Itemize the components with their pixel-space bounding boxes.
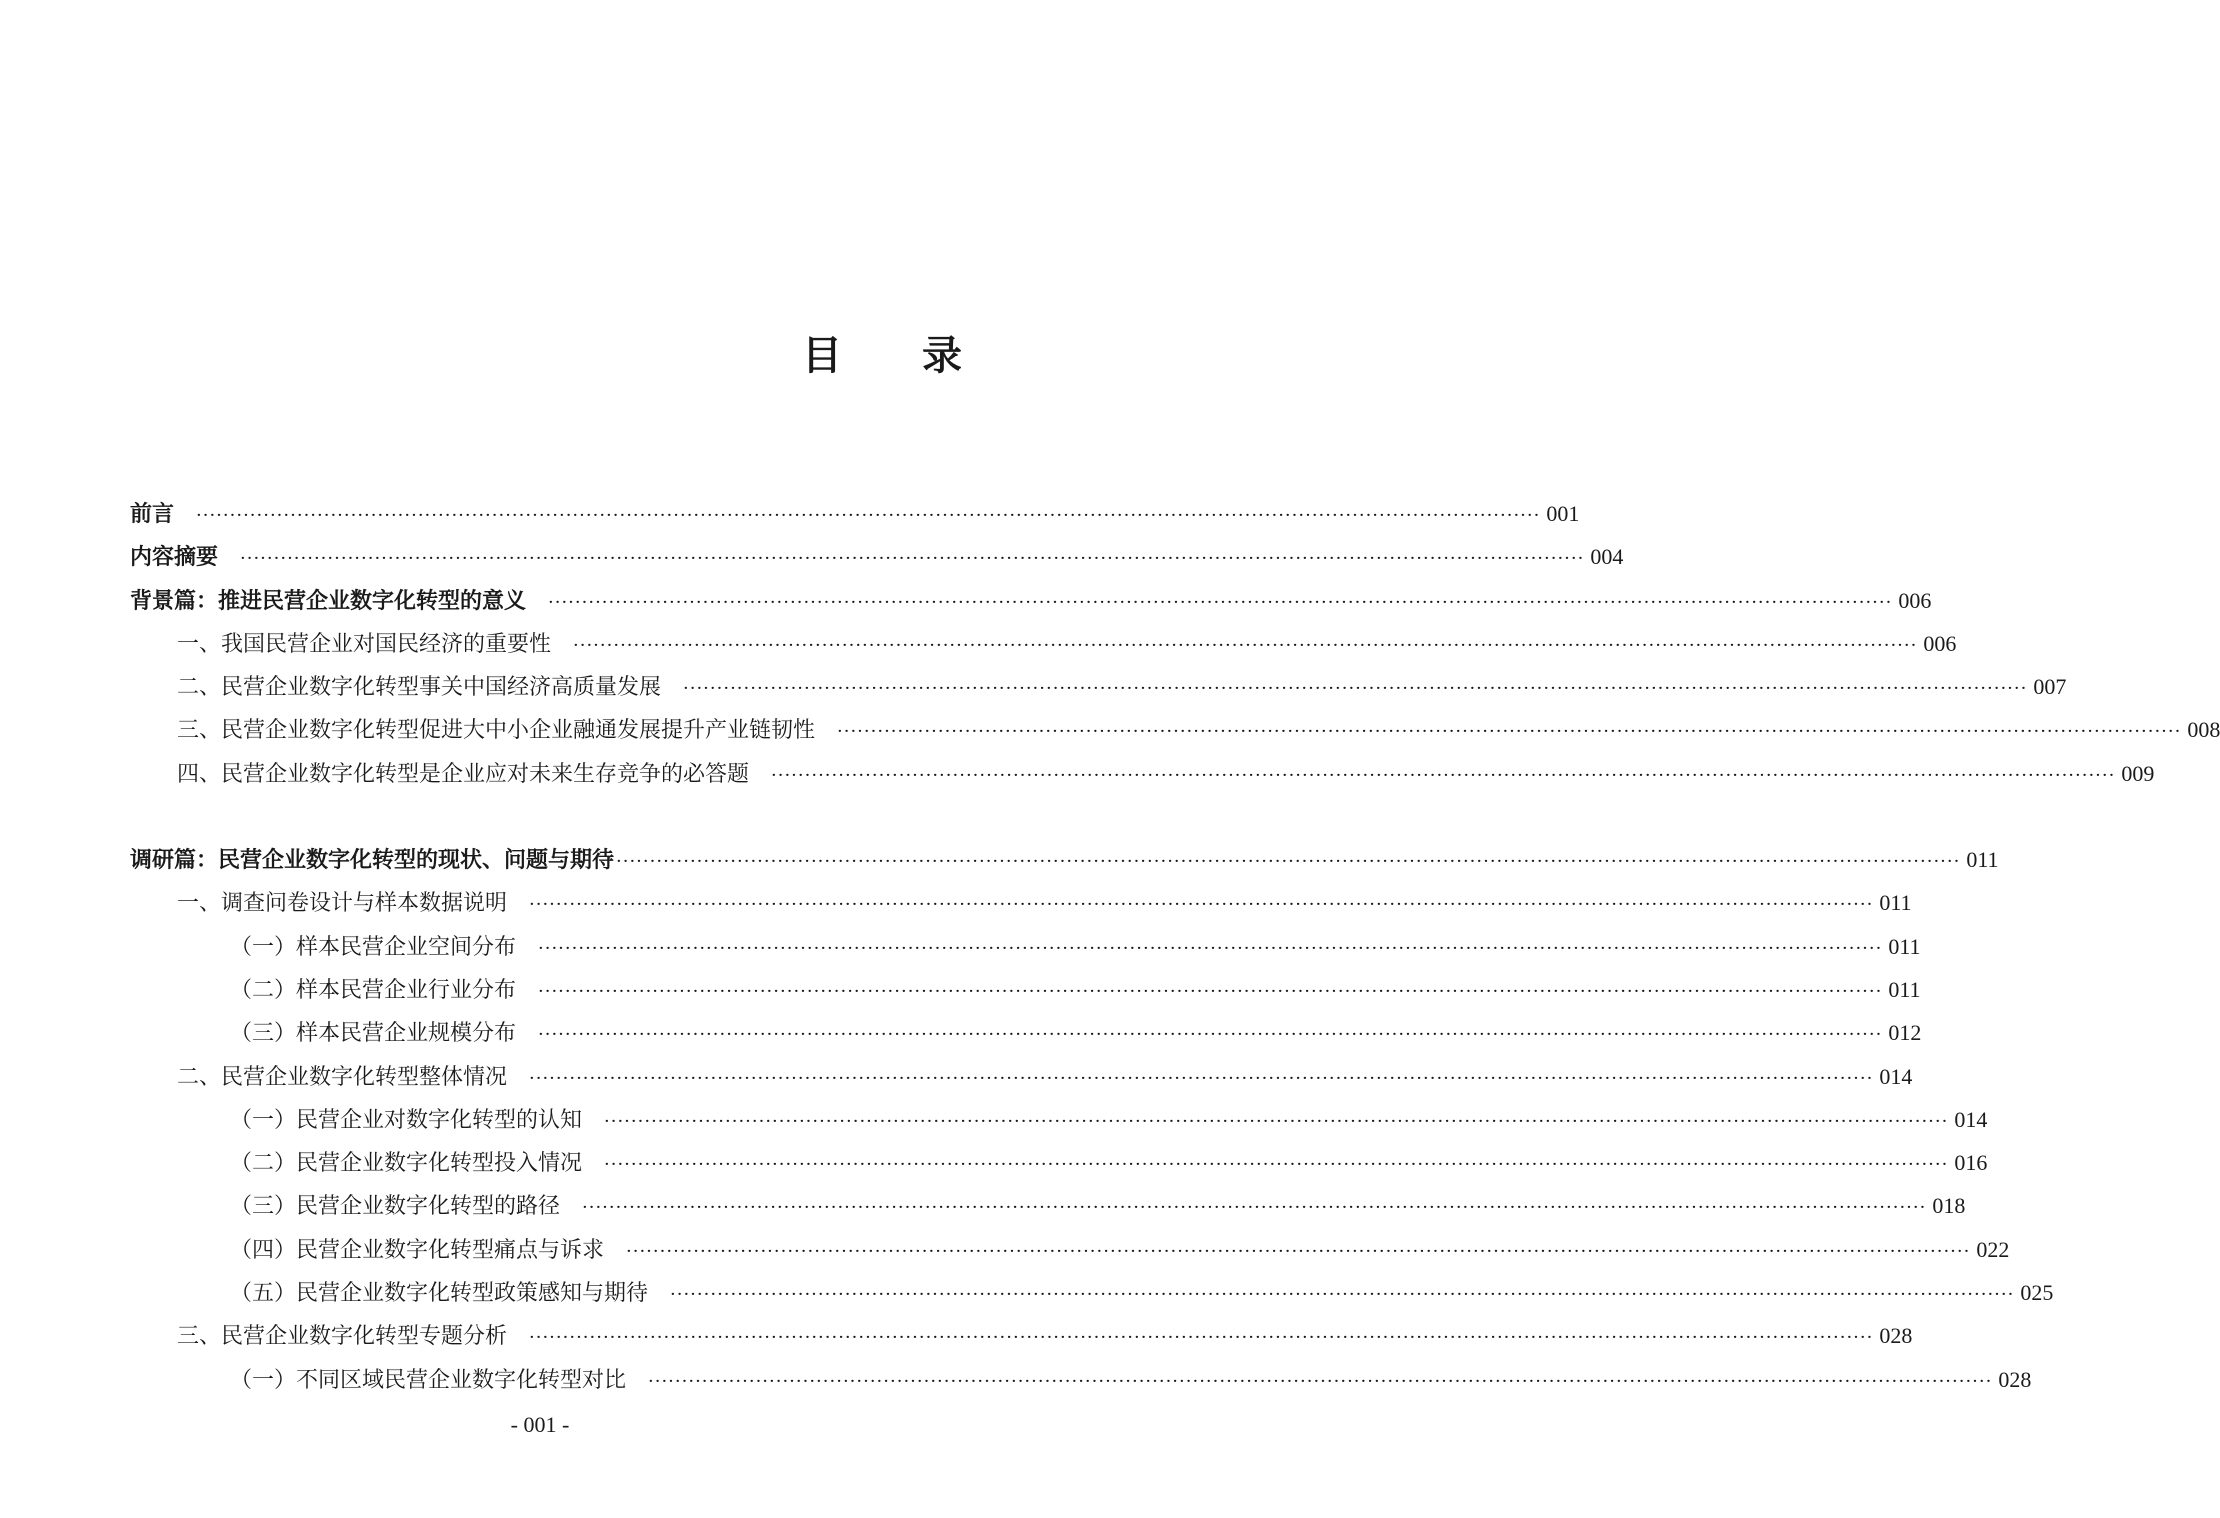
toc-entry[interactable] xyxy=(130,622,1957,665)
toc-entry-title: 一、我国民营企业对国民经济的重要性 xyxy=(177,631,552,657)
toc-entry-page: 011 xyxy=(1888,933,1921,959)
dot-leader: ········································································································································································································ xyxy=(529,1327,1874,1349)
toc-entry-page: 006 xyxy=(1898,587,1932,613)
toc-entry-page: 028 xyxy=(1998,1366,2032,1392)
dot-leader: ········································································································································································································ xyxy=(240,548,1585,570)
dot-leader: ········································································································································································································ xyxy=(538,937,1883,959)
toc-entry-title: 二、民营企业数字化转型整体情况 xyxy=(177,1064,508,1090)
toc-entry-page: 008 xyxy=(2187,717,2220,743)
dot-leader: ········································································································································································································ xyxy=(670,1284,2015,1306)
dot-leader: ········································································································································································································ xyxy=(582,1197,1927,1219)
toc-entry-page: 016 xyxy=(1954,1150,1988,1176)
dot-leader: ········································································································································································································ xyxy=(626,1240,1971,1262)
dot-leader: ········································································································································································································ xyxy=(548,591,1893,613)
toc-entry[interactable] xyxy=(130,1098,1988,1141)
toc-entry[interactable] xyxy=(130,1271,2054,1314)
toc-entry[interactable] xyxy=(130,1358,2032,1401)
toc-entry-title: 四、民营企业数字化转型是企业应对未来生存竞争的必答题 xyxy=(177,761,750,787)
toc-entry-page: 007 xyxy=(2033,674,2067,700)
toc-entry-title: （三）民营企业数字化转型的路径 xyxy=(230,1194,561,1220)
dot-leader: ········································································································································································································ xyxy=(529,1067,1874,1089)
toc-entry[interactable] xyxy=(130,838,1999,881)
table-of-contents xyxy=(130,492,2220,1401)
toc-entry-page: 004 xyxy=(1590,544,1624,570)
toc-entry-page: 012 xyxy=(1888,1020,1922,1046)
dot-leader: ········································································································································································································ xyxy=(604,1110,1949,1132)
toc-entry[interactable] xyxy=(130,665,2067,708)
toc-entry-page: 014 xyxy=(1879,1063,1913,1089)
toc-entry-title: （二）民营企业数字化转型投入情况 xyxy=(230,1151,583,1177)
dot-leader: ········································································································································································································ xyxy=(837,721,2182,743)
toc-entry-title: （三）样本民营企业规模分布 xyxy=(230,1021,517,1047)
toc-entry-title: 内容摘要 xyxy=(130,544,219,571)
toc-entry-page: 014 xyxy=(1954,1106,1988,1132)
toc-entry-page: 022 xyxy=(1976,1236,2010,1262)
toc-entry-title: （四）民营企业数字化转型痛点与诉求 xyxy=(230,1237,605,1263)
toc-entry[interactable] xyxy=(130,1314,1913,1357)
toc-entry-title: 前言 xyxy=(130,501,175,527)
dot-leader: ········································································································································································································ xyxy=(616,851,1961,873)
toc-entry[interactable] xyxy=(130,1141,1988,1184)
toc-heading: 目 录 xyxy=(802,332,962,379)
toc-entry-page: 025 xyxy=(2020,1280,2054,1306)
toc-entry-title: 二、民营企业数字化转型事关中国经济高质量发展 xyxy=(177,675,662,701)
toc-entry[interactable] xyxy=(130,1184,1966,1227)
toc-entry-title: 三、民营企业数字化转型专题分析 xyxy=(177,1324,508,1350)
toc-entry-title: （一）样本民营企业空间分布 xyxy=(230,934,517,960)
dot-leader: ········································································································································································································ xyxy=(529,894,1874,916)
toc-entry[interactable] xyxy=(130,1228,2010,1271)
toc-entry-page: 001 xyxy=(1546,501,1580,526)
toc-entry[interactable] xyxy=(130,752,2155,795)
toc-entry[interactable] xyxy=(130,535,1624,578)
dot-leader: ········································································································································································································ xyxy=(196,505,1541,526)
toc-entry-title: 背景篇：推进民营企业数字化转型的意义 xyxy=(130,587,527,614)
toc-entry[interactable] xyxy=(130,1055,1913,1098)
toc-entry[interactable] xyxy=(130,881,1912,924)
toc-entry[interactable] xyxy=(130,968,1921,1011)
toc-entry-page: 018 xyxy=(1932,1193,1966,1219)
toc-entry-page: 011 xyxy=(1966,847,1999,873)
toc-entry-page: 009 xyxy=(2121,760,2155,786)
toc-entry-page: 011 xyxy=(1888,976,1921,1002)
toc-entry[interactable] xyxy=(130,925,1921,968)
toc-entry-title: （一）不同区域民营企业数字化转型对比 xyxy=(230,1367,627,1393)
toc-entry[interactable] xyxy=(130,708,2220,751)
toc-entry[interactable] xyxy=(130,1011,1922,1054)
toc-entry-page: 028 xyxy=(1879,1323,1913,1349)
page-number: - 001 - xyxy=(510,1412,570,1437)
toc-entry[interactable] xyxy=(130,492,1580,535)
dot-leader: ········································································································································································································ xyxy=(771,764,2116,786)
toc-entry[interactable] xyxy=(130,579,1932,622)
dot-leader: ········································································································································································································ xyxy=(538,980,1883,1002)
toc-entry-page: 006 xyxy=(1923,630,1957,656)
dot-leader: ········································································································································································································ xyxy=(604,1154,1949,1176)
toc-entry-page: 011 xyxy=(1879,890,1912,916)
dot-leader: ········································································································································································································ xyxy=(683,678,2028,700)
dot-leader: ········································································································································································································ xyxy=(573,634,1918,656)
toc-entry-title: （一）民营企业对数字化转型的认知 xyxy=(230,1107,583,1133)
dot-leader: ········································································································································································································ xyxy=(538,1024,1883,1046)
toc-entry-title: 三、民营企业数字化转型促进大中小企业融通发展提升产业链韧性 xyxy=(177,718,816,744)
toc-entry-title: （五）民营企业数字化转型政策感知与期待 xyxy=(230,1281,649,1307)
toc-entry-title: 调研篇：民营企业数字化转型的现状、问题与期待 xyxy=(130,847,615,874)
toc-entry-title: 一、调查问卷设计与样本数据说明 xyxy=(177,891,508,917)
toc-entry-title: （二）样本民营企业行业分布 xyxy=(230,977,517,1003)
dot-leader: ········································································································································································································ xyxy=(648,1370,1993,1392)
